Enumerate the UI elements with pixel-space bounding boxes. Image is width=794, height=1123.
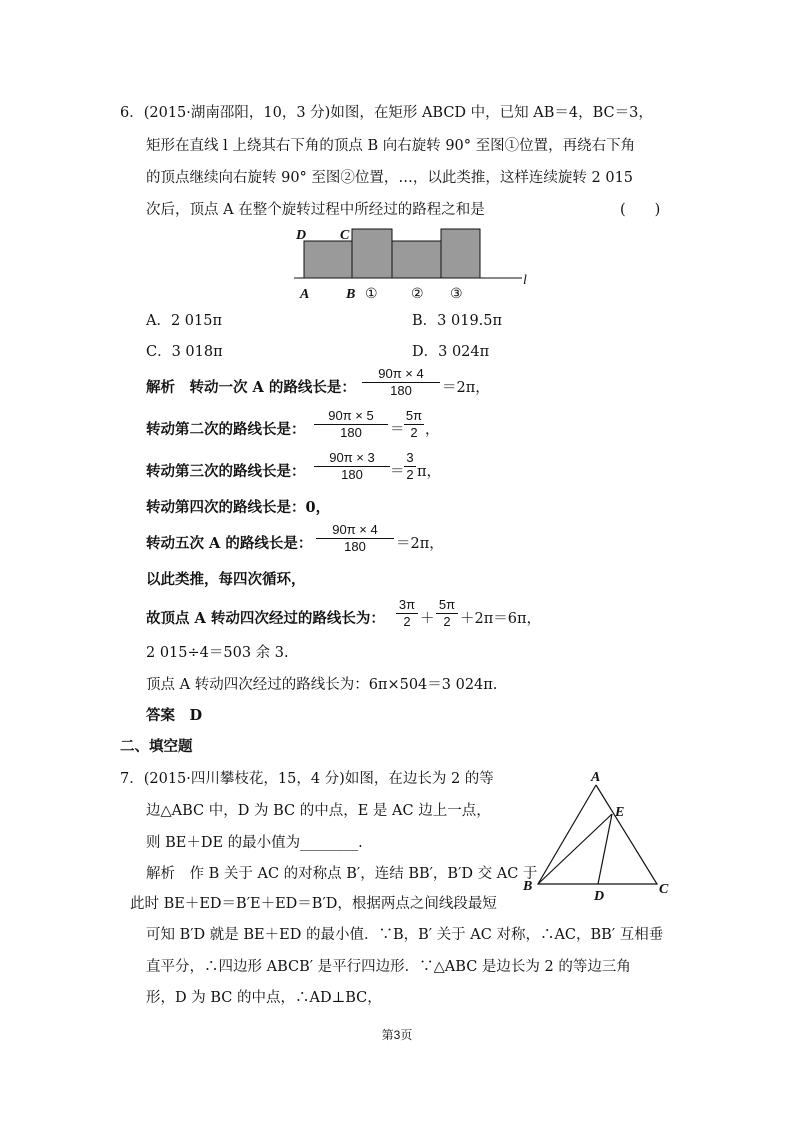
q6-analysis-s3-prefix: 转动第三次的路线长是： bbox=[146, 463, 306, 480]
fraction-numerator: 3 bbox=[406, 450, 414, 465]
q7-line2: 边△ABC 中，D 为 BC 的中点，E 是 AC 边上一点， bbox=[146, 803, 491, 819]
q6-analysis-s7-suffix: ＋2π＝6π， bbox=[460, 611, 542, 627]
fraction-denominator: 2 bbox=[403, 614, 411, 629]
q6-analysis-s1-prefix: 解析 转动一次 A 的路线长是： bbox=[146, 379, 356, 396]
fraction-numerator: 90π × 4 bbox=[332, 522, 378, 537]
q6-line4: 次后，顶点 A 在整个旋转过程中所经过的路程之和是 bbox=[146, 202, 485, 218]
q6-line3: 的顶点继续向右旋转 90° 至图②位置，…，以此类推，这样连续旋转 2 015 bbox=[146, 170, 634, 186]
fraction-numerator: 5π bbox=[405, 408, 423, 423]
q7-analysis-line2: 此时 BE＋ED＝B′E＋ED＝B′D，根据两点之间线段最短 bbox=[130, 896, 497, 912]
q6-answer: 答案 D bbox=[146, 707, 203, 724]
fig6-label-B: B bbox=[346, 287, 356, 302]
q7-analysis-line4: 直平分，∴四边形 ABCB′ 是平行四边形．∵△ABC 是边长为 2 的等边三角 bbox=[146, 959, 631, 975]
fig7-label-C: C bbox=[659, 882, 669, 897]
fraction-numerator: 90π × 5 bbox=[328, 408, 374, 423]
fig7-label-E: E bbox=[615, 805, 625, 820]
fig6-label-1: ① bbox=[365, 287, 378, 302]
q6-line2: 矩形在直线 l 上绕其右下角的顶点 B 向右旋转 90° 至图①位置，再绕右下角 bbox=[146, 138, 636, 154]
q7-analysis-line1: 解析 作 B 关于 AC 的对称点 B′，连结 BB′，B′D 交 AC 于 bbox=[146, 866, 538, 882]
fraction-numerator: 90π × 3 bbox=[329, 450, 375, 465]
q6-option-b: B．3 019.5π bbox=[412, 313, 503, 329]
fraction-denominator: 180 bbox=[340, 425, 362, 440]
q6-analysis-s6: 以此类推，每四次循环， bbox=[146, 571, 306, 588]
q6-option-c: C．3 018π bbox=[146, 344, 223, 360]
q6-analysis-s2-prefix: 转动第二次的路线长是： bbox=[146, 421, 306, 438]
q6-analysis-s5-suffix: ＝2π， bbox=[396, 536, 444, 552]
q6-analysis-s5-prefix: 转动五次 A 的路线长是： bbox=[146, 535, 313, 552]
q7-line1: 7．(2015·四川攀枝花，15，4 分)如图，在边长为 2 的等 bbox=[120, 771, 494, 787]
q7-analysis-line3: 可知 B′D 就是 BE＋ED 的最小值．∵B，B′ 关于 AC 对称，∴AC，BB′ 互相垂 bbox=[146, 927, 664, 943]
fig6-label-3: ③ bbox=[450, 287, 463, 302]
fraction-denominator: 2 bbox=[443, 614, 451, 629]
fraction-denominator: 2 bbox=[410, 425, 418, 440]
q6-line1: 6．(2015·湖南邵阳，10，3 分)如图，在矩形 ABCD 中，已知 AB＝4，BC＝3， bbox=[120, 105, 653, 121]
fraction-denominator: 180 bbox=[390, 383, 412, 398]
page-number: 第3页 bbox=[381, 1028, 413, 1042]
fig7-label-B: B bbox=[523, 879, 533, 894]
fraction-denominator: 180 bbox=[344, 539, 366, 554]
fraction-numerator: 5π bbox=[438, 597, 456, 612]
q6-analysis-s9: 顶点 A 转动四次经过的路线长为：6π×504＝3 024π. bbox=[146, 677, 498, 693]
q6-option-a: A．2 015π bbox=[146, 313, 223, 329]
fig7-label-D: D bbox=[594, 889, 605, 904]
fig6-label-l: l bbox=[523, 273, 527, 288]
q6-option-d: D．3 024π bbox=[412, 344, 490, 360]
q6-analysis-s8: 2 015÷4＝503 余 3. bbox=[146, 645, 289, 661]
q6-analysis-s2-eq: ＝ bbox=[390, 422, 405, 438]
q6-analysis-s3-suffix: π， bbox=[417, 464, 442, 480]
fraction-numerator: 90π × 4 bbox=[378, 366, 424, 381]
fraction-denominator: 180 bbox=[341, 467, 363, 482]
fig6-label-D: D bbox=[296, 228, 307, 243]
q6-analysis-s7-plus: ＋ bbox=[420, 611, 435, 627]
q6-analysis-s4: 转动第四次的路线长是：0， bbox=[146, 499, 331, 516]
triangle-abc bbox=[538, 785, 657, 884]
fig6-label-A: A bbox=[300, 287, 310, 302]
section-fill-in-title: 二、填空题 bbox=[120, 738, 193, 755]
q7-analysis-line5: 形，D 为 BC 的中点，∴AD⊥BC， bbox=[146, 990, 382, 1006]
fraction-denominator: 2 bbox=[406, 467, 414, 482]
segment-be bbox=[538, 814, 612, 884]
fraction-numerator: 3π bbox=[398, 597, 416, 612]
fig6-label-2: ② bbox=[411, 287, 424, 302]
fig6-label-C: C bbox=[340, 228, 350, 243]
q6-analysis-s2-suffix: ， bbox=[425, 422, 440, 438]
q6-analysis-s1-suffix: ＝2π， bbox=[442, 380, 490, 396]
q6-analysis-s3-eq: ＝ bbox=[390, 464, 405, 480]
q6-analysis-s7-prefix: 故顶点 A 转动四次经过的路线长为： bbox=[146, 610, 385, 627]
q7-line3: 则 BE＋DE 的最小值为________. bbox=[146, 835, 363, 851]
fig7-label-A: A bbox=[591, 770, 601, 785]
q6-answer-paren: ( ) bbox=[620, 202, 661, 218]
